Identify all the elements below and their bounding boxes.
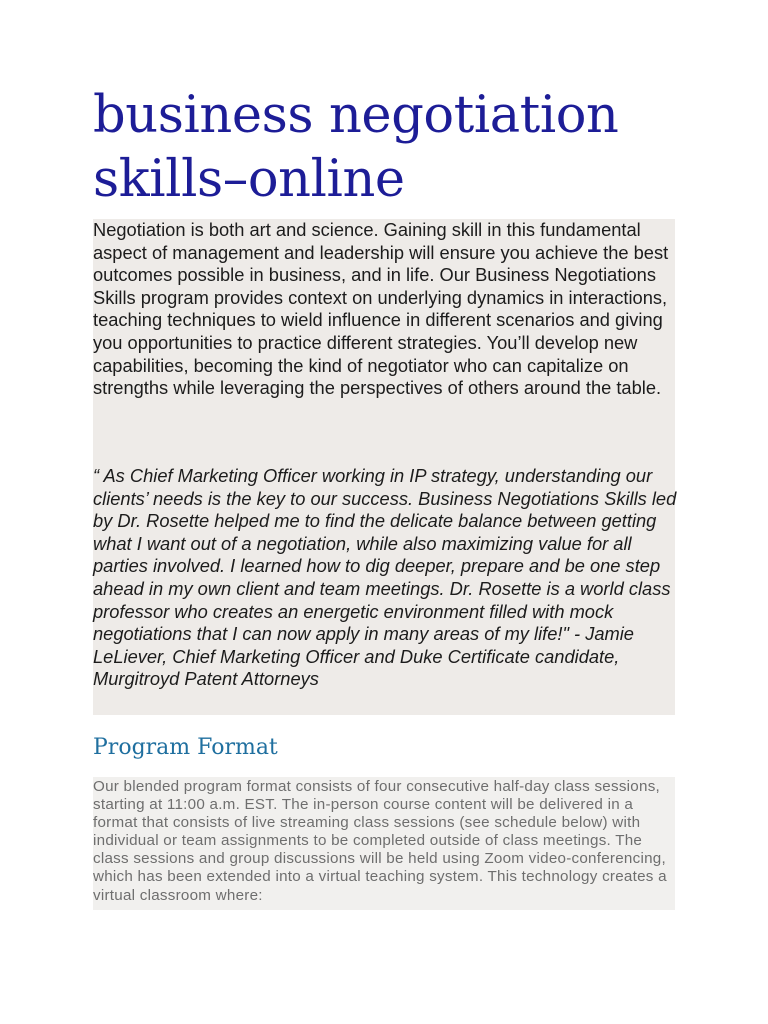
page-title: business negotiation skills–online: [93, 86, 619, 209]
intro-paragraph: Negotiation is both art and science. Gaining skill in this fundamental aspect of management and leadership will ensure you achieve the best outcomes possible in business, and in life. Our Business Negotiations Skills program provides context on underlying dynamics in interactions, teaching techniques to wield influence in different scenarios and giving you opportunities to practice different strategies. You’ll develop new capabilities, becoming the kind of negotiator who can capitalize on strengths while leveraging the perspectives of others around the table.: [93, 219, 669, 399]
testimonial-quote: “ As Chief Marketing Officer working in IP strategy, understanding our clients’ needs is the key to our success. Business Negotiations Skills led by Dr. Rosette helped me to find the delicate balance between getting what I want out of a negotiation, while also maximizing value for all parties involved. I learned how to dig deeper, prepare and be one step ahead in my own client and team meetings. Dr. Rosette is a world class professor who creates an energetic environment filled with mock negotiations that I can now apply in many areas of my life!" - Jamie LeLiever, Chief Marketing Officer and Duke Certificate candidate, Murgitroyd Patent Attorneys: [93, 465, 677, 690]
program-format-heading: Program Format: [93, 735, 278, 760]
program-format-paragraph: Our blended program format consists of four consecutive half-day class sessions, starting at 11:00 a.m. EST. The in-person course content will be delivered in a format that consists of live streaming class sessions (see schedule below) with individual or team assignments to be completed outside of class meetings. The class sessions and group discussions will be held using Zoom video-conferencing, which has been extended into a virtual teaching system. This technology creates a virtual classroom where:: [93, 778, 667, 904]
